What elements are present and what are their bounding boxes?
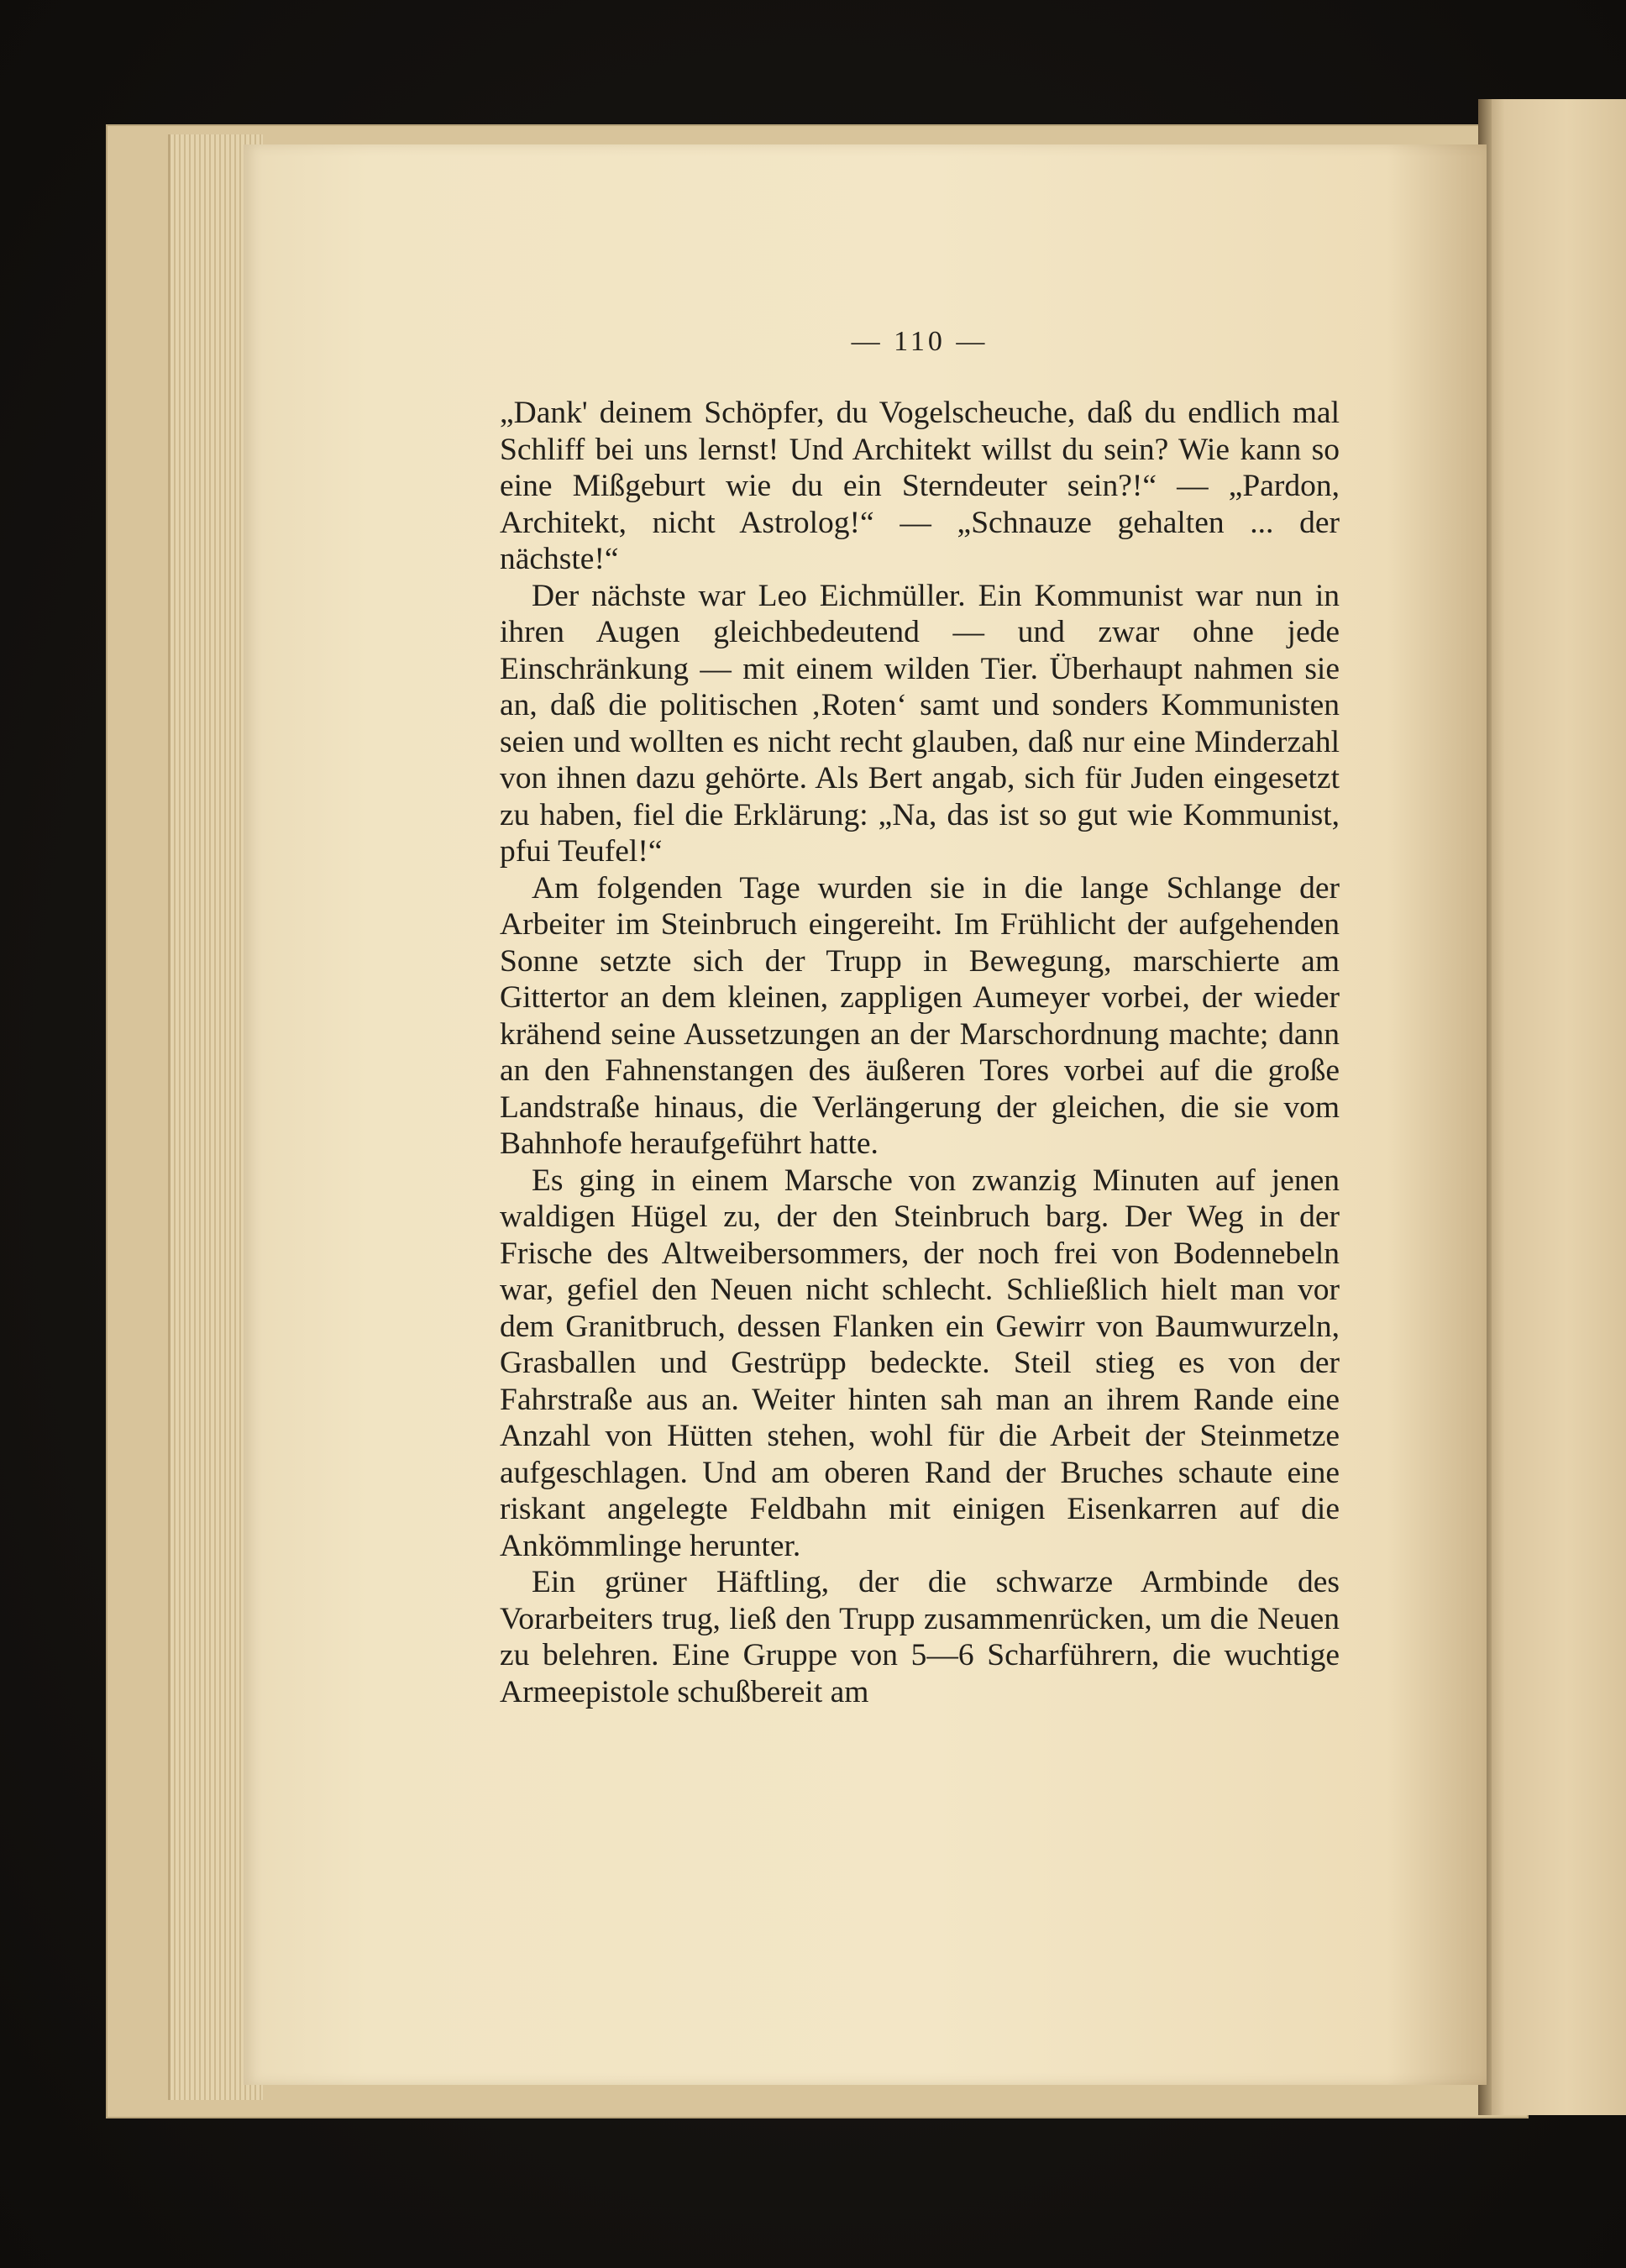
page-number: — 110 —	[851, 326, 989, 357]
paragraph: Der nächste war Leo Eichmüller. Ein Kommunist war nun in ihren Augen gleichbedeutend — und zwar ohne jede Einschränkung — mit einem wilden Tier. Überhaupt nahmen sie an, daß die politischen ‚Roten‘ samt und sonders Kommunisten seien und wollten es nicht recht glauben, daß nur eine Minderzahl von ihnen dazu gehörte. Als Bert angab, sich für Juden eingesetzt zu haben, fiel die Erklärung: „Na, das ist so gut wie Kommunist, pfui Teufel!“	[500, 578, 1340, 869]
paragraph: Am folgenden Tage wurden sie in die lange Schlange der Arbeiter im Steinbruch eingereiht. Im Frühlicht der aufgehenden Sonne setzte sich der Trupp in Bewegung, marschierte am Gittertor an dem kleinen, zappligen Aumeyer vorbei, der wieder krähend seine Aussetzungen an der Marschordnung machte; dann an den Fahnenstangen des äußeren Tores vorbei auf die große Landstraße hinaus, die Verlängerung der gleichen, die sie vom Bahnhofe heraufgeführt hatte.	[500, 870, 1340, 1161]
page-body	[500, 395, 1340, 1710]
paragraph: „Dank' deinem Schöpfer, du Vogelscheuche, daß du endlich mal Schliff bei uns lernst! Und Architekt willst du sein? Wie kann so eine Mißgeburt wie du ein Sterndeuter sein?!“ — „Pardon, Architekt, nicht Astrolog!“ — „Schnauze gehalten ... der nächste!“	[500, 396, 1340, 576]
paragraph: Ein grüner Häftling, der die schwarze Armbinde des Vorarbeiters trug, ließ den Trupp zusammenrücken, um die Neuen zu belehren. Eine Gruppe von 5—6 Scharführern, die wuchtige Armeepistole schußbereit am	[500, 1565, 1340, 1709]
paragraph: Es ging in einem Marsche von zwanzig Minuten auf jenen waldigen Hügel zu, der den Steinbruch barg. Der Weg in der Frische des Altweibersommers, der noch frei von Bodennebeln war, gefiel den Neuen nicht schlecht. Schließlich hielt man vor dem Granitbruch, dessen Flanken ein Gewirr von Baumwurzeln, Grasballen und Gestrüpp bedeckte. Steil stieg es von der Fahrstraße aus an. Weiter hinten sah man an ihrem Rande eine Anzahl von Hütten stehen, wohl für die Arbeit der Steinmetze aufgeschlagen. Und am oberen Rand der Bruches schaute eine riskant angelegte Feldbahn mit einigen Eisenkarren auf die Ankömmlinge herunter.	[500, 1163, 1340, 1563]
facing-page	[1478, 99, 1626, 2115]
